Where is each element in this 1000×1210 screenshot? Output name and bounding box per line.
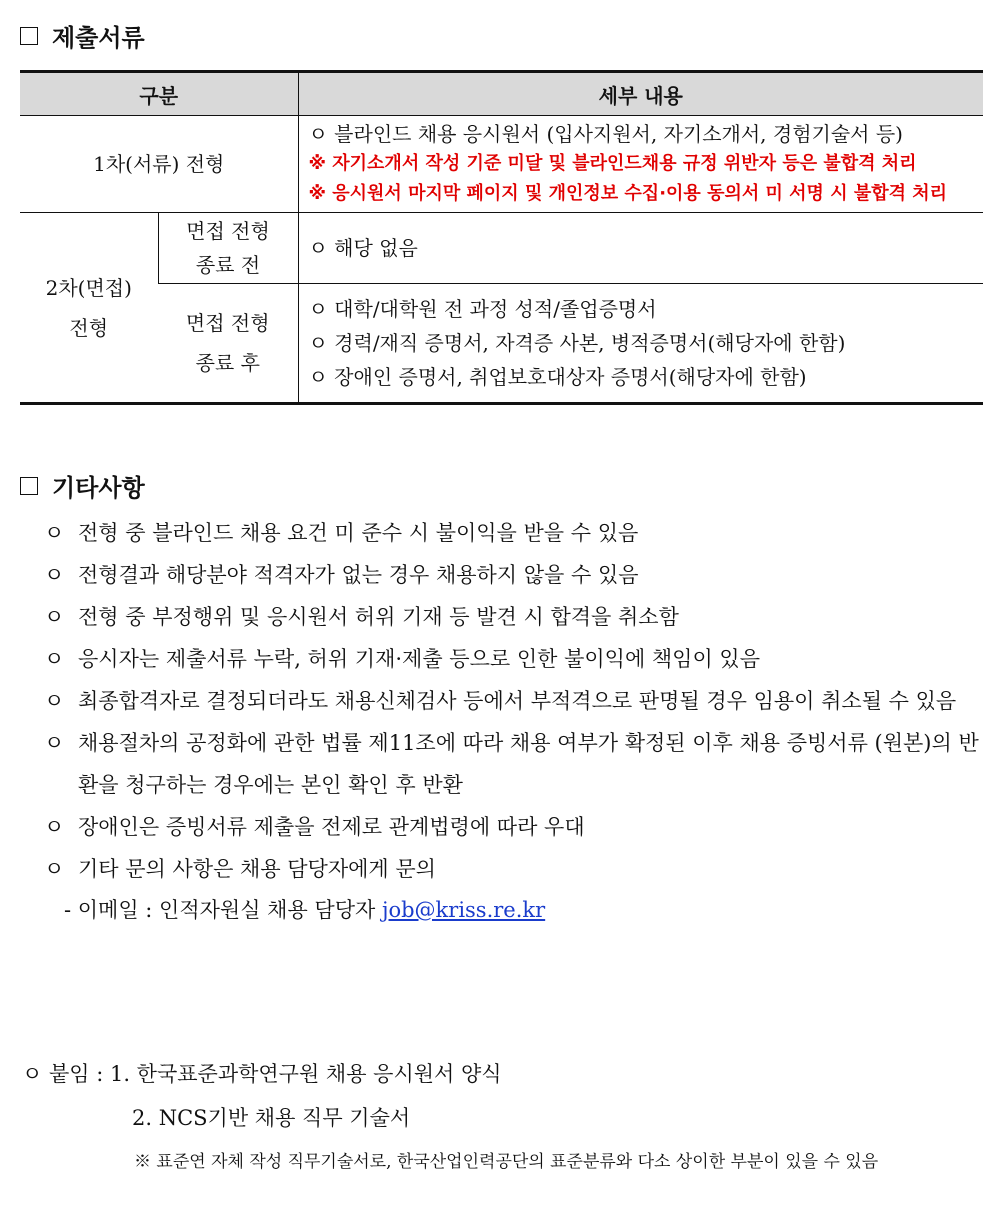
sub-stage-label-line: 종료 후 [195,351,260,375]
section-title-text: 기타사항 [52,474,145,502]
other-notes-list [44,512,989,930]
detail-item: ㅇ 해당 없음 [308,236,418,260]
list-item-text: 기타 문의 사항은 채용 담당자에게 문의 [78,857,436,881]
detail-item: ㅇ 경력/재직 증명서, 자격증 사본, 병적증명서(해당자에 한함) [308,331,846,355]
sub-stage-label-line: 종료 전 [195,253,261,277]
table-row [20,213,983,284]
list-item [44,848,989,890]
stage-2-label-line: 2차(면접) [45,275,132,300]
warning-text: ※ 응시원서 마지막 페이지 및 개인정보 수집·이용 동의서 미 서명 시 불합격 처리 [308,183,948,204]
header-details: 세부 내용 [298,72,983,116]
list-item-text: 최종합격자로 결정되더라도 채용신체검사 등에서 부적격으로 판명될 경우 임용이 취소될 수 있음 [78,689,957,713]
attachment-item: ㅇ 붙임 : 1. 한국표준과학연구원 채용 응시원서 양식 [22,1062,502,1086]
sub-stage-label-line: 면접 전형 [186,219,270,243]
sub-stage-after-details [298,284,983,404]
section-title-text: 제출서류 [52,24,145,52]
list-item [44,554,989,596]
attachment-item: 2. NCS기반 채용 직무 기술서 [132,1106,411,1130]
contact-prefix: - 이메일 : 인적자원실 채용 담당자 [64,898,382,922]
sub-stage-before-label [158,213,298,284]
attachments [22,1052,878,1184]
bullet-icon: ㅇ [44,521,65,545]
detail-item: ㅇ 대학/대학원 전 과정 성적/졸업증명서 [308,297,657,321]
list-item-text: 장애인은 증빙서류 제출을 전제로 관계법령에 따라 우대 [78,815,585,839]
attachment-note: ※ 표준연 자체 작성 직무기술서로, 한국산업인력공단의 표준분류와 다소 상이한 부분이 있을 수 있음 [134,1152,879,1172]
list-item [44,638,989,680]
detail-item: ㅇ 블라인드 채용 응시원서 (입사지원서, 자기소개서, 경험기술서 등) [308,122,903,146]
checkbox-square-icon [20,477,38,495]
sub-stage-label-line: 면접 전형 [185,311,270,335]
list-item-text: 전형 중 블라인드 채용 요건 미 준수 시 불이익을 받을 수 있음 [78,521,639,545]
contact-line [44,890,989,930]
stage-2-label [20,213,158,404]
bullet-icon: ㅇ [44,605,65,629]
bullet-icon: ㅇ [44,857,65,881]
list-item [44,806,989,848]
section-title-documents [20,18,145,53]
list-item [44,722,989,806]
bullet-icon: ㅇ [44,689,65,713]
bullet-icon: ㅇ [44,647,65,671]
list-item-text: 전형결과 해당분야 적격자가 없는 경우 채용하지 않을 수 있음 [78,563,639,587]
table-row [20,284,983,404]
list-item-text: 채용절차의 공정화에 관한 법률 제11조에 따라 채용 여부가 확정된 이후 채용 증빙서류 (원본)의 반환을 청구하는 경우에는 본인 확인 후 반환 [78,731,979,797]
stage-2-label-line: 전형 [69,315,109,340]
warning-text: ※ 자기소개서 작성 기준 미달 및 블라인드채용 규정 위반자 등은 불합격 처리 [308,153,917,174]
contact-email-link[interactable]: job@kriss.re.kr [381,898,546,922]
bullet-icon: ㅇ [44,731,65,755]
section-title-other [20,468,145,503]
header-category: 구분 [20,72,298,116]
bullet-icon: ㅇ [44,815,65,839]
list-item [44,596,989,638]
documents-table [20,70,983,405]
stage-1-label: 1차(서류) 전형 [20,116,298,213]
checkbox-square-icon [20,27,38,45]
list-item [44,512,989,554]
sub-stage-after-label [158,284,298,404]
list-item-text: 응시자는 제출서류 누락, 허위 기재·제출 등으로 인한 불이익에 책임이 있음 [78,647,761,671]
detail-item: ㅇ 장애인 증명서, 취업보호대상자 증명서(해당자에 한함) [308,365,807,389]
list-item-text: 전형 중 부정행위 및 응시원서 허위 기재 등 발견 시 합격을 취소함 [78,605,679,629]
table-header-row [20,72,983,116]
list-item [44,680,989,722]
sub-stage-before-details [298,213,983,284]
bullet-icon: ㅇ [44,563,65,587]
stage-1-details [298,116,983,213]
table-row [20,116,983,213]
